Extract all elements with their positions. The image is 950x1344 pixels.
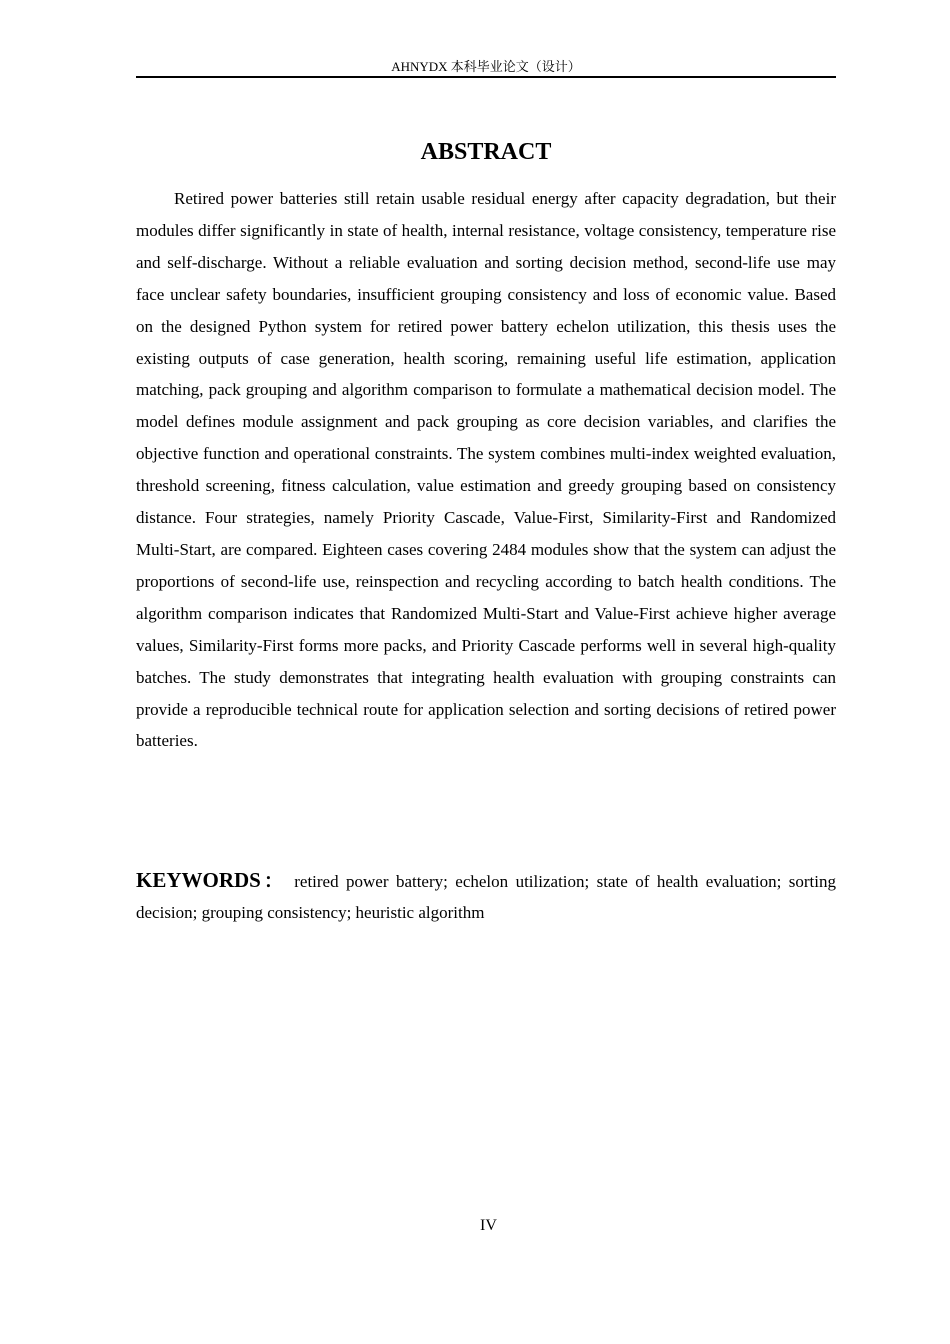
- keywords-text: retired power battery; echelon utilization; state of health evaluation; sorting decision; grouping consistency; heuristic algorithm: [136, 872, 836, 922]
- abstract-heading: ABSTRACT: [420, 139, 552, 165]
- keywords-paragraph: [136, 865, 836, 928]
- page-number: IV: [480, 1217, 497, 1234]
- running-header: AHNYDX 本科毕业论文（设计）: [391, 59, 581, 74]
- keywords-label: KEYWORDS: [136, 868, 261, 892]
- keywords-colon: ：: [260, 870, 287, 892]
- header-rule: [136, 76, 836, 78]
- abstract-body: Retired power batteries still retain usable residual energy after capacity degradation, but their modules differ significantly in state of health, internal resistance, voltage consistency, temperature rise and self-discharge. Without a reliable evaluation and sorting decision method, second-life use may face unclear safety boundaries, insufficient grouping consistency and loss of economic value. Based on the designed Python system for retired power battery echelon utilization, this thesis uses the existing outputs of case generation, health scoring, remaining useful life estimation, application matching, pack grouping and algorithm comparison to formulate a mathematical decision model. The model defines module assignment and pack grouping as core decision variables, and clarifies the objective function and operational constraints. The system combines multi-index weighted evaluation, threshold screening, fitness calculation, value estimation and greedy grouping based on consistency distance. Four strategies, namely Priority Cascade, Value-First, Similarity-First and Randomized Multi-Start, are compared. Eighteen cases covering 2484 modules show that the system can adjust the proportions of second-life use, reinspection and recycling according to batch health conditions. The algorithm comparison indicates that Randomized Multi-Start and Value-First achieve higher average values, Similarity-First forms more packs, and Priority Cascade performs well in several high-quality batches. The study demonstrates that integrating health evaluation with grouping constraints can provide a reproducible technical route for application selection and sorting decisions of retired power batteries.: [136, 189, 836, 751]
